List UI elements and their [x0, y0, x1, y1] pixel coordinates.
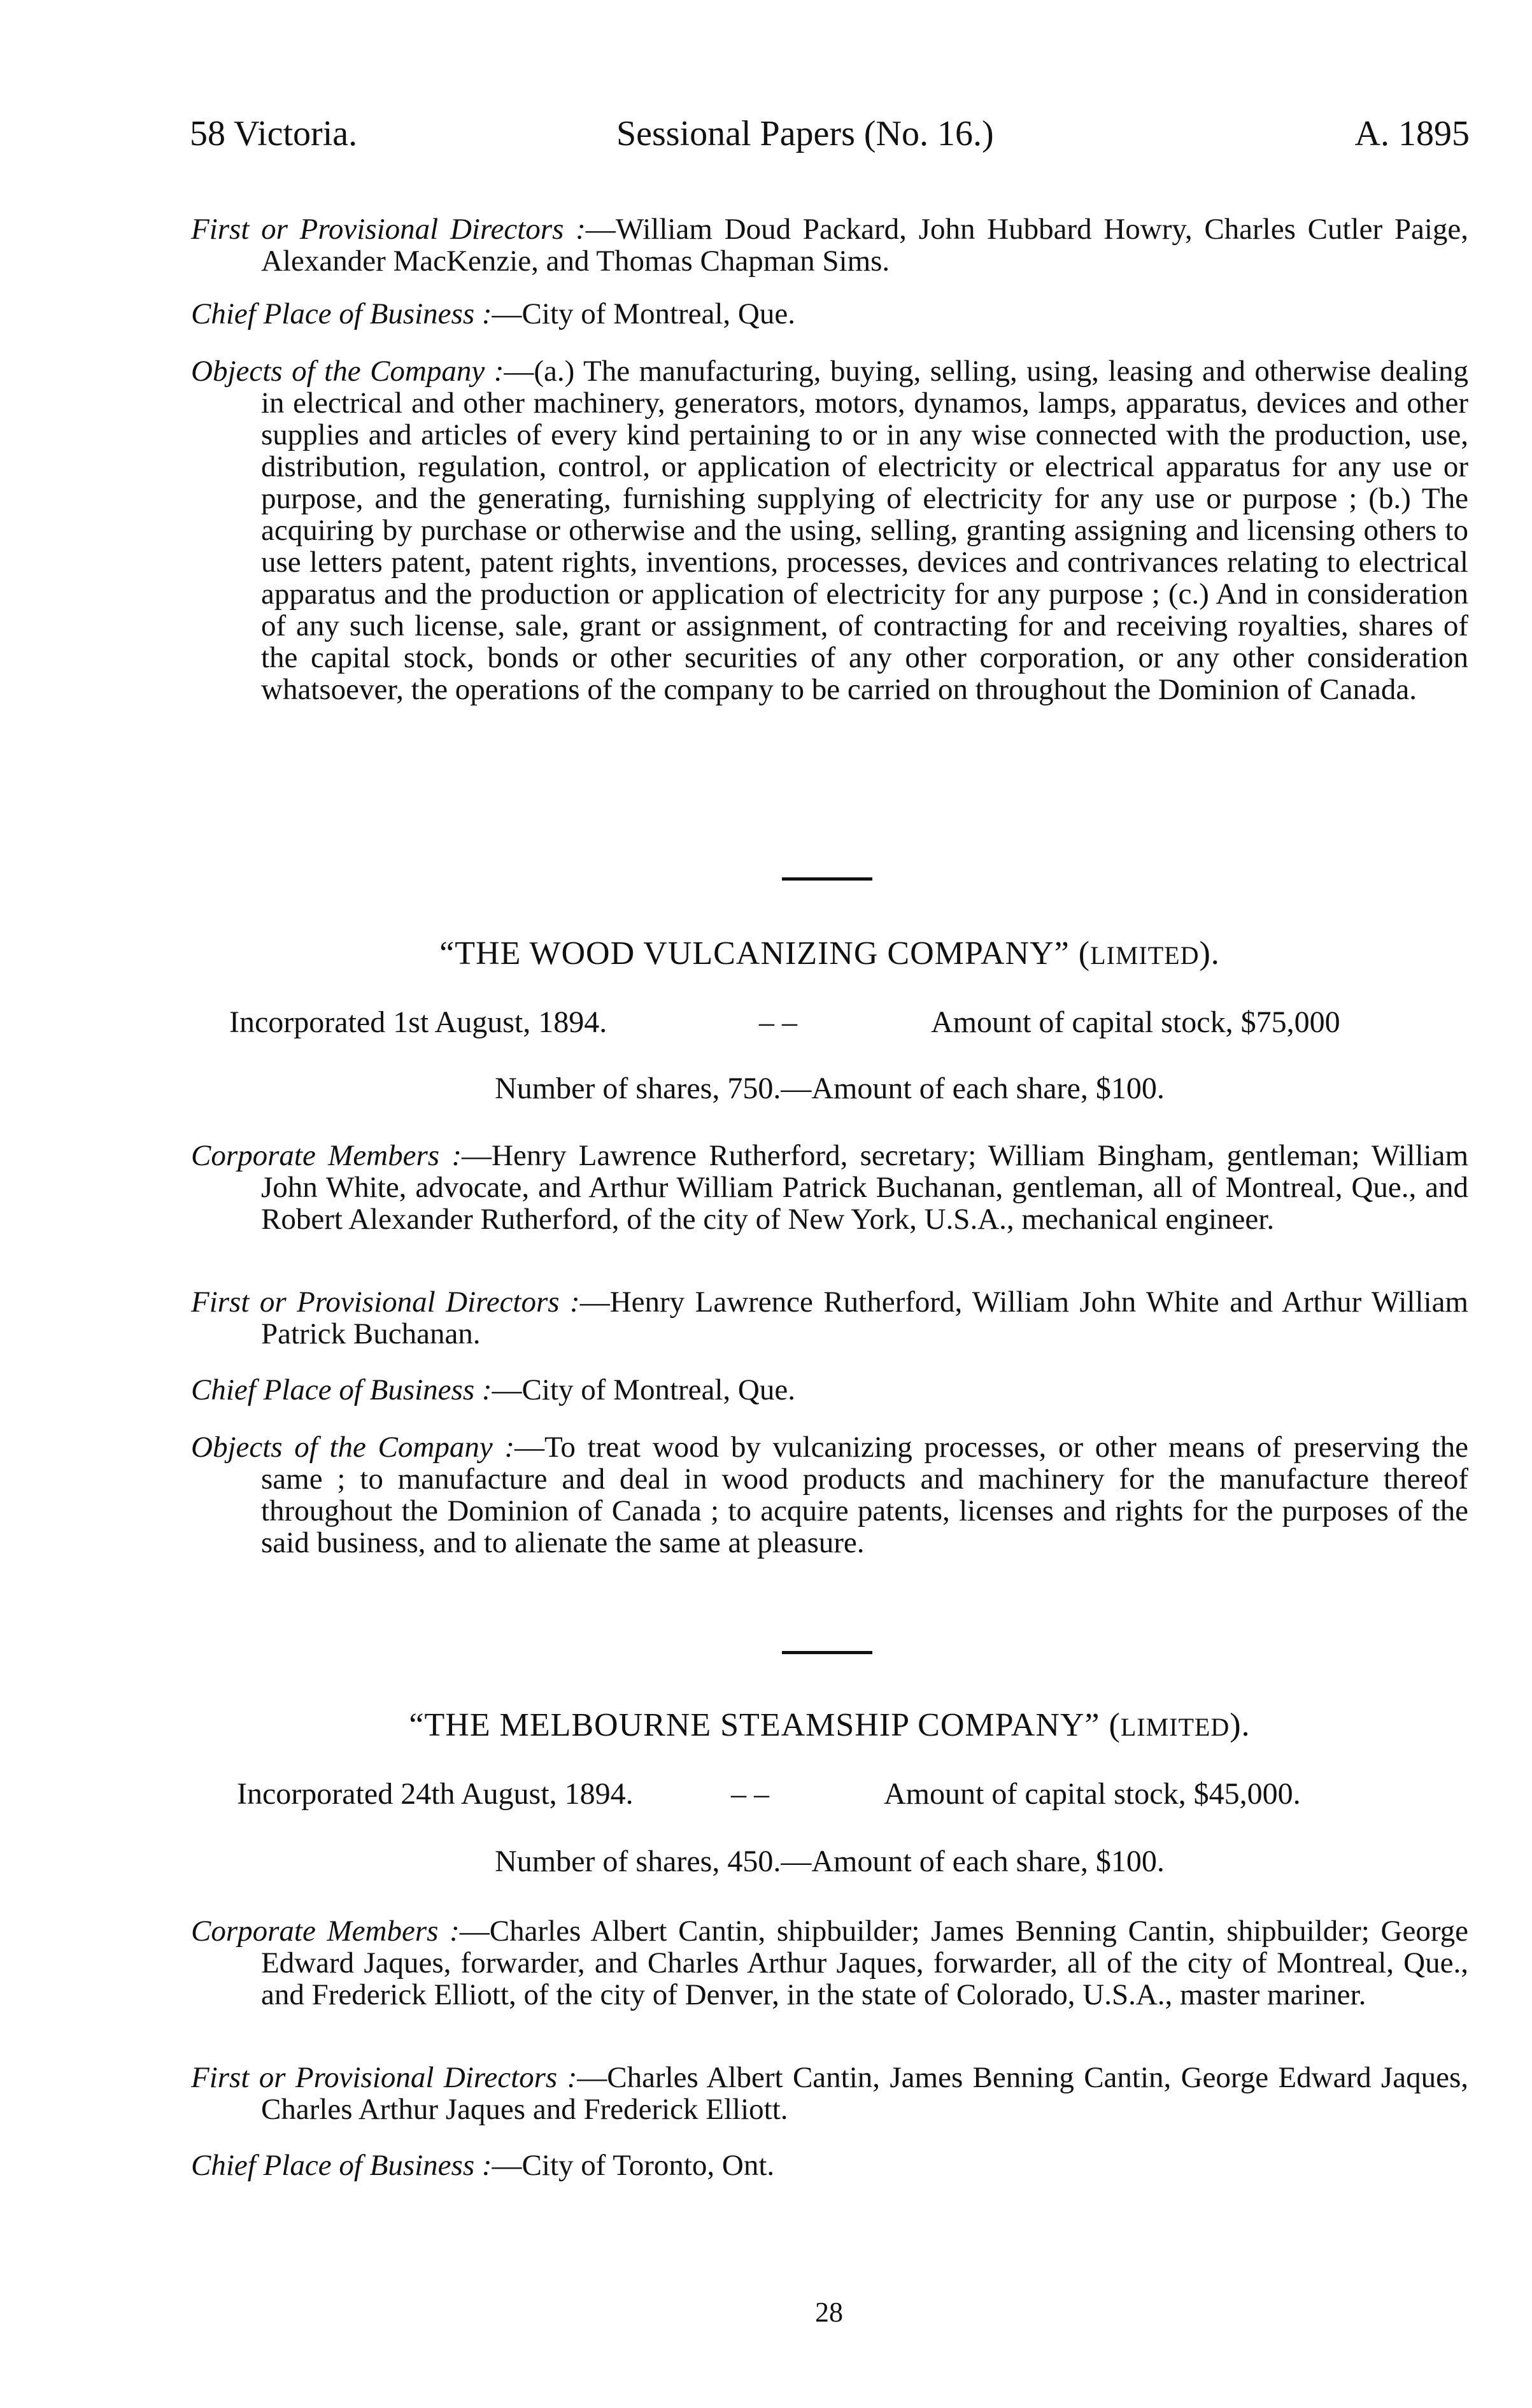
s1-directors-label: First or Provisional Directors :	[191, 1285, 580, 1319]
s1-title-main: “THE WOOD VULCANIZING COMPANY” (	[439, 935, 1091, 972]
page-number: 28	[815, 2297, 843, 2328]
s1-members-text: —Henry Lawrence Rutherford, secretary; William Bingham, gentleman; William John White, advocate, and Arthur William Patrick Buchanan, gentleman, all of Montreal, Que., and Robert Alexander Rutherford, of the city of New York, U.S.A., mechanical engineer.	[261, 1139, 1468, 1236]
section-divider	[782, 1651, 872, 1654]
s0-place-paragraph	[191, 298, 1468, 330]
page-header	[190, 113, 1470, 164]
s2-place-label: Chief Place of Business :	[191, 2149, 492, 2182]
s0-directors-label: First or Provisional Directors :	[191, 213, 586, 246]
s1-dashes: – –	[759, 1005, 797, 1039]
s0-objects-paragraph	[191, 355, 1468, 705]
s1-objects-paragraph	[191, 1431, 1468, 1559]
header-year: A. 1895	[1354, 114, 1470, 153]
s1-members-paragraph	[191, 1140, 1468, 1235]
s0-objects-text: —(a.) The manufacturing, buying, selling, using, leasing and otherwise dealing in electrical and other machinery, generators, motors, dynamos, lamps, apparatus, devices and other supplies and articles of every kind pertaining to or in any wise connected with the production, use, distribution, regulation, control, or application of electricity or electrical apparatus for any use or purpose, and the generating, furnishing supplying of electricity for any use or purpose ; (b.) The acquiring by purchase or otherwise and the using, selling, granting assigning and licensing others to use letters patent, patent rights, inventions, processes, devices and contrivances relating to electrical apparatus and the production or application of electricity for any purpose ; (c.) And in consideration of any such license, sale, grant or assignment, of contracting for and receiving royalties, shares of the capital stock, bonds or other securities of any other corporation, or any other consideration whatsoever, the operations of the company to be carried on throughout the Dominion of Canada.	[261, 355, 1468, 706]
s0-place-text: —City of Montreal, Que.	[492, 297, 795, 330]
s2-dashes: – –	[731, 1777, 769, 1811]
s1-directors-paragraph	[191, 1286, 1468, 1350]
s2-directors-label: First or Provisional Directors :	[191, 2061, 578, 2094]
header-session: 58 Victoria.	[190, 114, 358, 153]
s2-capital-stock: Amount of capital stock, $45,000.	[884, 1777, 1301, 1811]
s1-company-title	[191, 935, 1468, 972]
s1-place-text: —City of Montreal, Que.	[492, 1373, 795, 1406]
s1-capital-stock: Amount of capital stock, $75,000	[931, 1005, 1340, 1039]
s2-title-limited: LIMITED	[1120, 1713, 1230, 1741]
s1-members-label: Corporate Members :	[191, 1139, 462, 1172]
s2-members-label: Corporate Members :	[191, 1915, 460, 1948]
s1-place-label: Chief Place of Business :	[191, 1373, 492, 1406]
s0-directors-text: —William Doud Packard, John Hubbard Howry, Charles Cutler Paige, Alexander MacKenzie, and Thomas Chapman Sims.	[261, 213, 1468, 278]
s2-title-end: ).	[1230, 1707, 1251, 1743]
s2-incorporated: Incorporated 24th August, 1894.	[237, 1777, 634, 1811]
s1-directors-text: —Henry Lawrence Rutherford, William John White and Arthur William Patrick Buchanan.	[261, 1285, 1468, 1350]
section-divider	[782, 877, 872, 881]
s1-incorporated: Incorporated 1st August, 1894.	[229, 1005, 607, 1039]
s2-shares: Number of shares, 450.—Amount of each share, $100.	[495, 1845, 1165, 1878]
s0-objects-label: Objects of the Company :	[191, 355, 504, 388]
s1-title-limited: LIMITED	[1090, 941, 1200, 970]
s1-objects-text: —To treat wood by vulcanizing processes, or other means of preserving the same ; to manufacture and deal in wood products and machinery for the manufacture thereof throughout the Dominion of Canada ; to acquire patents, licenses and rights for the purposes of the said business, and to alienate the same at pleasure.	[261, 1431, 1468, 1559]
s2-directors-text: —Charles Albert Cantin, James Benning Cantin, George Edward Jaques, Charles Arthur Jaques and Frederick Elliott.	[261, 2061, 1468, 2126]
s0-place-label: Chief Place of Business :	[191, 297, 492, 330]
s2-company-title	[191, 1706, 1468, 1744]
s2-title-main: “THE MELBOURNE STEAMSHIP COMPANY” (	[409, 1707, 1121, 1743]
s1-shares: Number of shares, 750.—Amount of each share, $100.	[495, 1072, 1165, 1105]
s2-place-paragraph	[191, 2149, 1468, 2181]
s0-directors-paragraph	[191, 213, 1468, 277]
header-sessional-papers: Sessional Papers (No. 16.)	[616, 114, 994, 153]
s1-place-paragraph	[191, 1374, 1468, 1406]
s2-directors-paragraph	[191, 2062, 1468, 2125]
s1-title-end: ).	[1199, 935, 1220, 972]
s2-members-paragraph	[191, 1915, 1468, 2011]
s1-objects-label: Objects of the Company :	[191, 1431, 514, 1464]
s2-place-text: —City of Toronto, Ont.	[492, 2149, 775, 2182]
s2-members-text: —Charles Albert Cantin, shipbuilder; James Benning Cantin, shipbuilder; George Edward Jaques, forwarder, and Charles Arthur Jaques, forwarder, all of the city of Montreal, Que., and Frederick Elliott, of the city of Denver, in the state of Colorado, U.S.A., master mariner.	[261, 1915, 1468, 2011]
